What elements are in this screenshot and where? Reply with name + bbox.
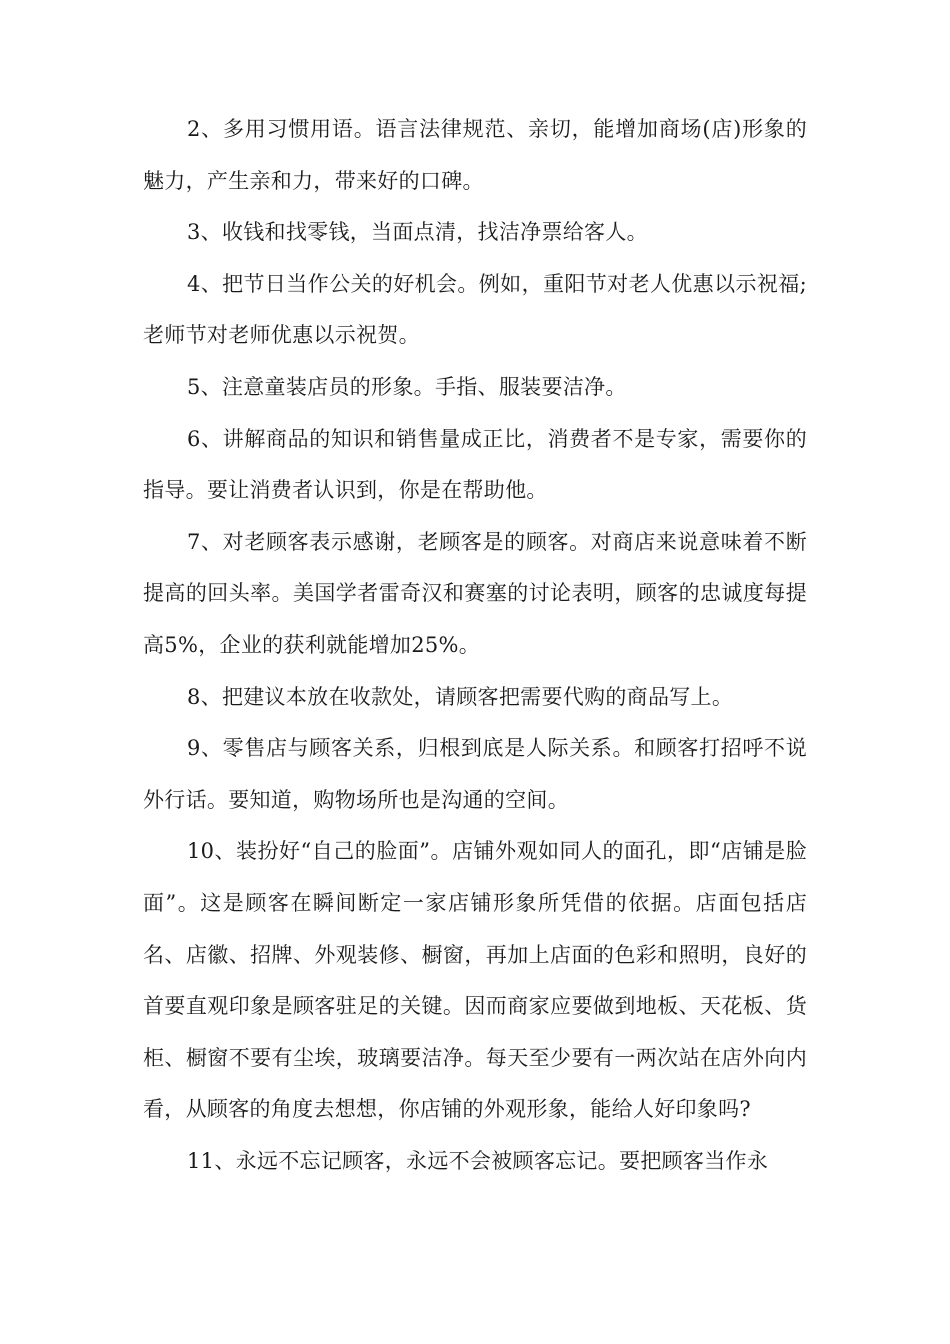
paragraph-item-7: 7、对老顾客表示感谢，老顾客是的顾客。对商店来说意味着不断提高的回头率。美国学者雷奇汉和赛塞的讨论表明，顾客的忠诚度每提高5%，企业的获利就能增加25%。 — [143, 529, 807, 657]
paragraph-item-2: 2、多用习惯用语。语言法律规范、亲切，能增加商场(店)形象的魅力，产生亲和力，带来好的口碑。 — [143, 117, 807, 193]
paragraph-item-4: 4、把节日当作公关的好机会。例如，重阳节对老人优惠以示祝福;老师节对老师优惠以示祝贺。 — [143, 271, 807, 348]
paragraph-item-10: 10、装扮好“自己的脸面”。店铺外观如同人的面孔，即“店铺是脸面”。这是顾客在瞬间断定一家店铺形象所凭借的依据。店面包括店名、店徽、招牌、外观装修、橱窗，再加上店面的色彩和照明，良好的首要直观印象是顾客驻足的关键。因而商家应要做到地板、天花板、货柜、橱窗不要有尘埃，玻璃要洁净。每天至少要有一两次站在店外向内看，从顾客的角度去想想，你店铺的外观形象，能给人好印象吗? — [143, 839, 807, 1122]
paragraph-item-11: 11、永远不忘记顾客，永远不会被顾客忘记。要把顾客当作永 — [187, 1148, 769, 1173]
document-body — [143, 104, 807, 1187]
paragraph-item-5: 5、注意童装店员的形象。手指、服装要洁净。 — [187, 374, 627, 399]
paragraph-item-8: 8、把建议本放在收款处，请顾客把需要代购的商品写上。 — [187, 684, 734, 709]
paragraph-item-9: 9、零售店与顾客关系，归根到底是人际关系。和顾客打招呼不说外行话。要知道，购物场所也是沟通的空间。 — [143, 736, 807, 812]
paragraph-item-3: 3、收钱和找零钱，当面点清，找洁净票给客人。 — [187, 220, 648, 245]
paragraph-item-6: 6、讲解商品的知识和销售量成正比，消费者不是专家，需要你的指导。要让消费者认识到，你是在帮助他。 — [143, 426, 807, 503]
